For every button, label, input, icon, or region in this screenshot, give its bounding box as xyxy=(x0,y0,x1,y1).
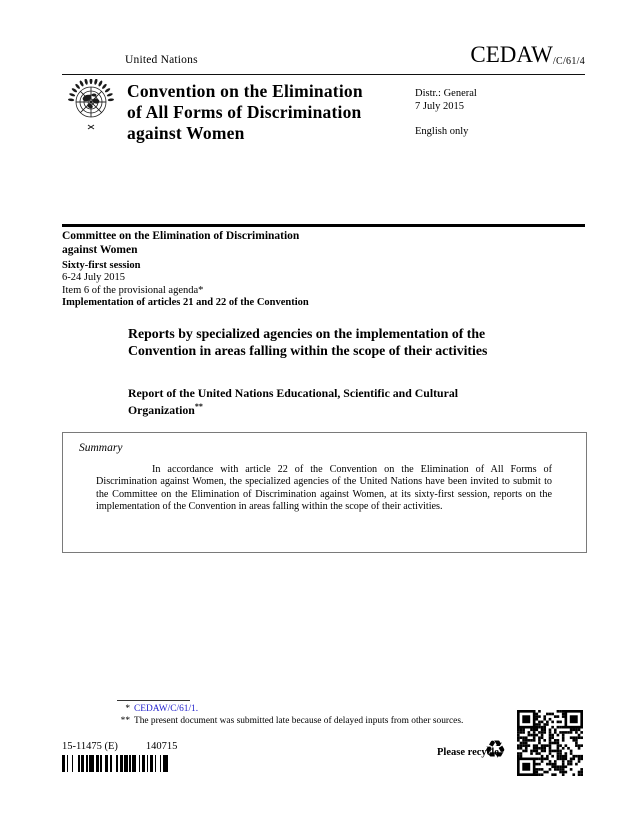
footnote-marker: ** xyxy=(120,715,130,726)
org-name: United Nations xyxy=(125,54,198,66)
agenda-item: Item 6 of the provisional agenda* xyxy=(62,284,204,296)
print-code: 140715 xyxy=(145,741,178,752)
footnote-document-link[interactable]: CEDAW/C/61/1. xyxy=(134,704,199,714)
convention-title-line: Convention on the Elimination xyxy=(127,81,363,101)
document-symbol xyxy=(470,42,585,68)
footnote xyxy=(112,716,463,728)
document-symbol-suffix: /C/61/4 xyxy=(552,56,585,67)
summary-box xyxy=(62,432,587,553)
recycle-label: Please recycle xyxy=(437,747,499,758)
report-subtitle-text: Report of the United Nations Educational, Scientific and Cultural Organization xyxy=(128,386,458,417)
un-emblem-icon xyxy=(61,79,121,137)
distr-language: English only xyxy=(415,126,469,137)
qr-code xyxy=(517,710,583,776)
session-block xyxy=(62,230,309,310)
job-number: 15-11475 (E) xyxy=(62,741,118,752)
summary-text: In accordance with article 22 of the Convention on the Elimination of All Forms of Discrimination against Women, the specialized agencies of the United Nations have been invited to submit to the Committee on the Elimination of Discrimination against Women, at its sixty-first session, reports on the implementation of the Convention in areas falling within the scope of their activities. xyxy=(96,464,552,513)
document-symbol-main: CEDAW xyxy=(470,42,553,67)
convention-title xyxy=(127,81,363,144)
distribution-block xyxy=(415,87,477,138)
session-title: Sixty-first session xyxy=(62,259,141,271)
committee-name xyxy=(62,230,309,258)
barcode xyxy=(62,755,168,772)
footnotes xyxy=(112,704,463,727)
header-rule xyxy=(62,74,585,75)
distr-type: Distr.: General xyxy=(415,88,477,99)
report-title: Reports by specialized agencies on the implementation of the Convention in areas falling within the scope of their activities xyxy=(128,326,488,358)
distr-date: 7 July 2015 xyxy=(415,101,465,112)
summary-label: Summary xyxy=(79,442,123,454)
report-subtitle-footnote-marker: ** xyxy=(194,402,203,411)
footnote xyxy=(112,704,463,716)
job-number-line xyxy=(62,741,177,752)
footnote-text: The present document was submitted late because of delayed inputs from other sources. xyxy=(134,715,464,726)
agenda-topic: Implementation of articles 21 and 22 of the Convention xyxy=(62,297,309,308)
report-subtitle xyxy=(128,386,486,417)
session-dates: 6-24 July 2015 xyxy=(62,272,125,283)
footnote-divider xyxy=(117,700,190,701)
convention-title-line: against Women xyxy=(127,123,245,143)
section-rule xyxy=(62,224,585,227)
footnote-marker: * xyxy=(125,704,130,714)
recycle-icon: ♻ xyxy=(484,735,507,764)
convention-title-line: of All Forms of Discrimination xyxy=(127,102,362,122)
committee-name-line: Committee on the Elimination of Discrimination xyxy=(62,230,300,242)
committee-name-line: against Women xyxy=(62,244,138,256)
